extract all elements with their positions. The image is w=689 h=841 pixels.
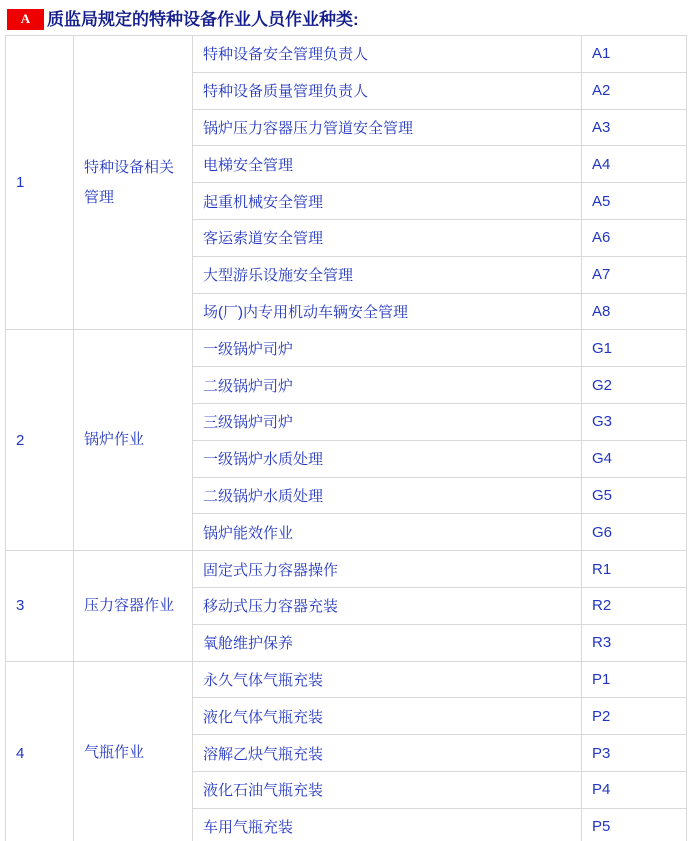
table-row <box>6 551 687 588</box>
code-cell: G1 <box>582 330 687 367</box>
job-cell: 特种设备质量管理负责人 <box>193 72 582 109</box>
job-cell: 二级锅炉水质处理 <box>193 477 582 514</box>
category-cell: 特种设备相关管理 <box>74 36 193 330</box>
job-cell: 液化石油气瓶充装 <box>193 771 582 808</box>
code-cell: G6 <box>582 514 687 551</box>
row-number-cell: 2 <box>6 330 74 551</box>
code-cell: P5 <box>582 808 687 841</box>
category-cell: 气瓶作业 <box>74 661 193 841</box>
code-cell: G4 <box>582 440 687 477</box>
job-cell: 二级锅炉司炉 <box>193 367 582 404</box>
code-cell: A8 <box>582 293 687 330</box>
code-cell: A5 <box>582 183 687 220</box>
code-cell: P2 <box>582 698 687 735</box>
page-title: 质监局规定的特种设备作业人员作业种类: <box>47 9 359 29</box>
job-cell: 一级锅炉司炉 <box>193 330 582 367</box>
jobs-table <box>5 35 687 841</box>
job-cell: 三级锅炉司炉 <box>193 403 582 440</box>
code-cell: P4 <box>582 771 687 808</box>
job-cell: 客运索道安全管理 <box>193 219 582 256</box>
category-cell: 锅炉作业 <box>74 330 193 551</box>
job-cell: 永久气体气瓶充装 <box>193 661 582 698</box>
code-cell: A4 <box>582 146 687 183</box>
code-cell: G3 <box>582 403 687 440</box>
row-number-cell: 4 <box>6 661 74 841</box>
job-cell: 锅炉能效作业 <box>193 514 582 551</box>
row-number-cell: 1 <box>6 36 74 330</box>
job-cell: 液化气体气瓶充装 <box>193 698 582 735</box>
job-cell: 溶解乙炔气瓶充装 <box>193 735 582 772</box>
job-cell: 移动式压力容器充装 <box>193 587 582 624</box>
jobs-table-body <box>6 36 687 841</box>
category-badge: A <box>7 9 44 30</box>
code-cell: A3 <box>582 109 687 146</box>
code-cell: A2 <box>582 72 687 109</box>
job-cell: 大型游乐设施安全管理 <box>193 256 582 293</box>
code-cell: A7 <box>582 256 687 293</box>
job-cell: 氧舱维护保养 <box>193 624 582 661</box>
table-row <box>6 330 687 367</box>
table-row <box>6 661 687 698</box>
job-cell: 特种设备安全管理负责人 <box>193 36 582 73</box>
code-cell: R3 <box>582 624 687 661</box>
code-cell: G5 <box>582 477 687 514</box>
job-cell: 固定式压力容器操作 <box>193 551 582 588</box>
job-cell: 锅炉压力容器压力管道安全管理 <box>193 109 582 146</box>
code-cell: G2 <box>582 367 687 404</box>
code-cell: P3 <box>582 735 687 772</box>
page-header <box>0 0 689 31</box>
job-cell: 场(厂)内专用机动车辆安全管理 <box>193 293 582 330</box>
code-cell: R2 <box>582 587 687 624</box>
code-cell: R1 <box>582 551 687 588</box>
code-cell: A6 <box>582 219 687 256</box>
job-cell: 车用气瓶充装 <box>193 808 582 841</box>
code-cell: A1 <box>582 36 687 73</box>
job-cell: 起重机械安全管理 <box>193 183 582 220</box>
code-cell: P1 <box>582 661 687 698</box>
job-cell: 一级锅炉水质处理 <box>193 440 582 477</box>
row-number-cell: 3 <box>6 551 74 661</box>
category-cell: 压力容器作业 <box>74 551 193 661</box>
table-row <box>6 36 687 73</box>
job-cell: 电梯安全管理 <box>193 146 582 183</box>
